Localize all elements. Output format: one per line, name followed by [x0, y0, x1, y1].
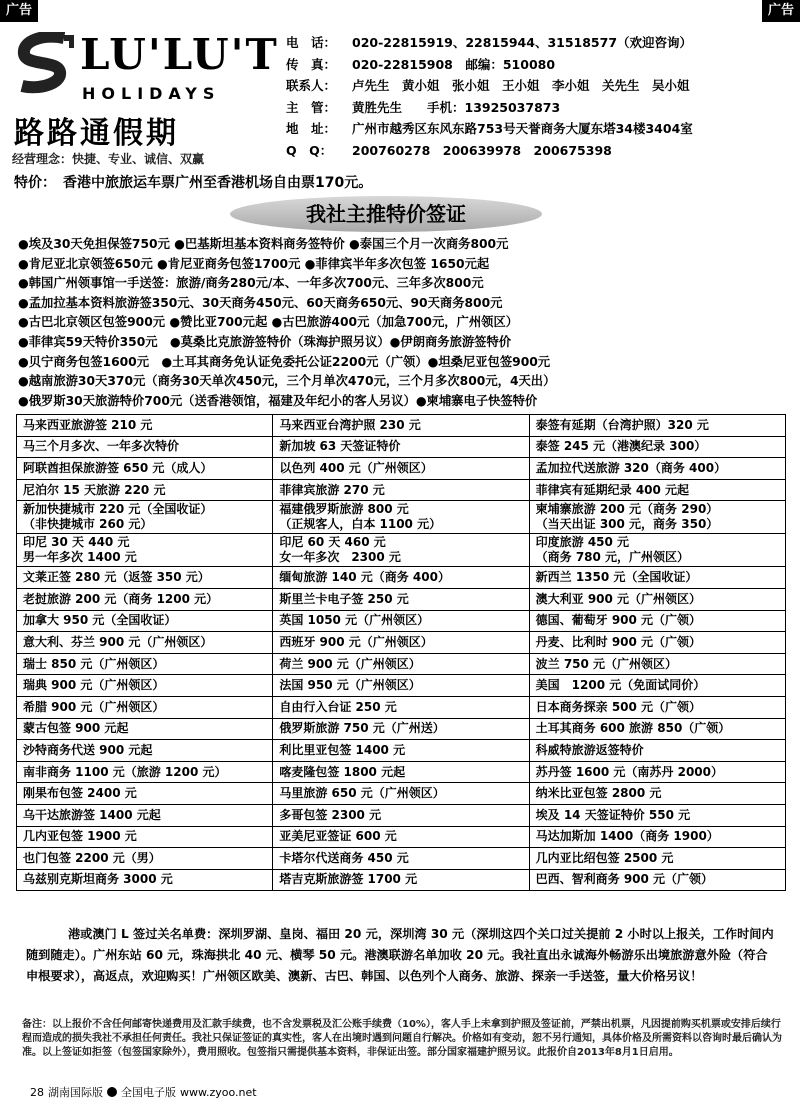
table-row	[17, 869, 786, 891]
table-cell: 菲律宾旅游 270 元	[273, 479, 529, 501]
table-cell: 尼泊尔 15 天旅游 220 元	[17, 479, 273, 501]
table-cell: 荷兰 900 元（广州领区）	[273, 653, 529, 675]
table-cell: 沙特商务代送 900 元起	[17, 740, 273, 762]
table-row	[17, 610, 786, 632]
table-cell: 蒙古包签 900 元起	[17, 718, 273, 740]
contact-row-phone: 电 话： 020-22815919、22815944、31518577（欢迎咨询）	[286, 35, 693, 50]
customs-notice: 港或澳门 L 签过关名单费：深圳罗湖、皇岗、福田 20 元，深圳湾 30 元（深圳这四个关口过关提前 2 小时以上报关，工作时间内随到随走）。广州东站 60 元，珠海拱北 40 元、横琴 50 元。港澳联游名单加收 20 元。我社直出永诚海外畅游乐出境旅游意外险（符合申根要求），高返点，欢迎购买！广州领区欧美、澳新、古巴、韩国、以色列个人商务、旅游、探亲一手送签，量大价格另议！	[26, 927, 774, 983]
table-row	[17, 458, 786, 480]
ad-tag-right: 广告	[762, 0, 800, 22]
table-cell: 马来西亚旅游签 210 元	[17, 415, 273, 437]
list-item: ●孟加拉基本资料旅游签350元、30天商务450元、60天商务650元、90天商务800元	[18, 295, 503, 310]
table-cell: 卡塔尔代送商务 450 元	[273, 848, 529, 870]
table-cell: 菲律宾有延期纪录 400 元起	[529, 479, 785, 501]
table-row	[17, 567, 786, 589]
table-cell: 新加坡 63 天签证特价	[273, 436, 529, 458]
list-item: ●肯尼亚北京领签650元 ●肯尼亚商务包签1700元 ●菲律宾半年多次包签 1650元起	[18, 256, 490, 271]
list-item: ●古巴北京领区包签900元 ●赞比亚700元起 ●古巴旅游400元（加急700元，广州领区）	[18, 315, 519, 330]
table-cell: 澳大利亚 900 元（广州领区）	[529, 588, 785, 610]
contact-row-qq: Q Q： 200760278 200639978 200675398	[286, 142, 612, 158]
table-cell: 西班牙 900 元（广州领区）	[273, 632, 529, 654]
table-row	[17, 761, 786, 783]
table-row	[17, 653, 786, 675]
contact-row-fax: 传 真： 020-22815908 邮编：510080	[286, 56, 556, 72]
table-cell: 新加快捷城市 220 元（全国收证） （非快捷城市 260 元）	[17, 501, 273, 534]
list-item: ●贝宁商务包签1600元 ●土耳其商务免认证免委托公证2200元（广领）●坦桑尼亚包签900元	[18, 354, 551, 369]
logo-s-icon	[14, 32, 74, 94]
table-cell: 柬埔寨旅游 200 元（商务 290） （当天出证 300 元，商务 350）	[529, 501, 785, 534]
footer-url: www.zyoo.net	[180, 1085, 257, 1099]
table-cell: 南非商务 1100 元（旅游 1200 元）	[17, 761, 273, 783]
table-cell: 阿联酋担保旅游签 650 元（成人）	[17, 458, 273, 480]
table-row	[17, 804, 786, 826]
table-cell: 苏丹签 1600 元（南苏丹 2000）	[529, 761, 785, 783]
table-row	[17, 534, 786, 567]
table-cell: 刚果布包签 2400 元	[17, 783, 273, 805]
table-cell: 也门包签 2200 元（男）	[17, 848, 273, 870]
footer	[30, 1084, 257, 1100]
table-cell: 马里旅游 650 元（广州领区）	[273, 783, 529, 805]
table-row	[17, 415, 786, 437]
table-cell: 泰签 245 元（港澳纪录 300）	[529, 436, 785, 458]
table-cell: 美国 1200 元（免面试同价）	[529, 675, 785, 697]
circle-icon	[107, 1087, 117, 1097]
table-row	[17, 675, 786, 697]
table-row	[17, 783, 786, 805]
table-cell: 法国 950 元（广州领区）	[273, 675, 529, 697]
table-cell: 埃及 14 天签证特价 550 元	[529, 804, 785, 826]
table-row	[17, 696, 786, 718]
table-cell: 波兰 750 元（广州领区）	[529, 653, 785, 675]
table-cell: 纳米比亚包签 2800 元	[529, 783, 785, 805]
list-item: ●越南旅游30天370元（商务30天单次450元，三个月单次470元，三个月多次800元，4天出）	[18, 374, 556, 389]
header	[8, 24, 792, 172]
table-cell: 德国、葡萄牙 900 元（广领）	[529, 610, 785, 632]
table-cell: 马三个月多次、一年多次特价	[17, 436, 273, 458]
ad-tag-left: 广告	[0, 0, 38, 22]
section-banner: 我社主推特价签证	[230, 196, 542, 232]
table-cell: 瑞典 900 元（广州领区）	[17, 675, 273, 697]
list-item: ●俄罗斯30天旅游特价700元（送香港领馆，福建及年纪小的客人另议）●柬埔寨电子快签特价	[18, 393, 538, 408]
table-row	[17, 740, 786, 762]
contact-row-address: 地 址： 广州市越秀区东风东路753号天誉商务大厦东塔34楼3404室	[286, 121, 693, 136]
table-row	[17, 848, 786, 870]
table-cell: 塔吉克斯旅游签 1700 元	[273, 869, 529, 891]
brand-sub: HOLIDAYS	[82, 84, 221, 103]
table-cell: 巴西、智利商务 900 元（广领）	[529, 869, 785, 891]
table-cell: 多哥包签 2300 元	[273, 804, 529, 826]
table-row	[17, 632, 786, 654]
special-offer: 特价： 香港中旅旅运车票广州至香港机场自由票170元。	[14, 175, 373, 191]
table-row	[17, 479, 786, 501]
table-cell: 几内亚包签 1900 元	[17, 826, 273, 848]
magazine-edition: 湖南国际版	[48, 1086, 103, 1099]
table-cell: 新西兰 1350 元（全国收证）	[529, 567, 785, 589]
list-item: ●韩国广州领事馆一手送签：旅游/商务280元/本、一年多次700元、三年多次800元	[18, 276, 484, 291]
brand-name: LU'LU'T	[80, 30, 279, 79]
table-cell: 加拿大 950 元（全国收证）	[17, 610, 273, 632]
table-cell: 俄罗斯旅游 750 元（广州送）	[273, 718, 529, 740]
table-cell: 印度旅游 450 元 （商务 780 元，广州领区）	[529, 534, 785, 567]
table-cell: 文莱正签 280 元（返签 350 元）	[17, 567, 273, 589]
visa-price-table	[16, 414, 786, 891]
table-cell: 斯里兰卡电子签 250 元	[273, 588, 529, 610]
remark: 备注：以上报价不含任何邮寄快递费用及汇款手续费，也不含发票税及汇公账手续费（10%），客人手上未拿到护照及签证前，严禁出机票，凡因提前购买机票或安排后续行程而造成的损失我社不承担任何责任。我社只保证签证的真实性，客人在出境时遇到问题自行解决。价格如有变动，恕不另行通知，具体价格及所需资料以咨询时最后确认为准。以上签证如拒签（包签国家除外），费用照收。包签指只需提供基本资料，非保证出签。部分国家福建护照另议。此报价自2013年8月1日启用。	[22, 1019, 782, 1058]
table-cell: 日本商务探亲 500 元（广领）	[529, 696, 785, 718]
slogan: 经营理念：快捷、专业、诚信、双赢	[12, 152, 205, 166]
table-cell: 缅甸旅游 140 元（商务 400）	[273, 567, 529, 589]
table-cell: 以色列 400 元（广州领区）	[273, 458, 529, 480]
table-cell: 乌兹别克斯坦商务 3000 元	[17, 869, 273, 891]
table-row	[17, 826, 786, 848]
table-cell: 孟加拉代送旅游 320（商务 400）	[529, 458, 785, 480]
table-cell: 马达加斯加 1400（商务 1900）	[529, 826, 785, 848]
logo	[8, 30, 278, 170]
table-row	[17, 588, 786, 610]
contact-row-people: 联系人： 卢先生 黄小姐 张小姐 王小姐 李小姐 关先生 吴小姐	[286, 78, 690, 93]
list-item: ●埃及30天免担保签750元 ●巴基斯坦基本资料商务签特价 ●泰国三个月一次商务800元	[18, 237, 509, 251]
table-cell: 亚美尼亚签证 600 元	[273, 826, 529, 848]
table-cell: 老挝旅游 200 元（商务 1200 元）	[17, 588, 273, 610]
table-cell: 意大利、芬兰 900 元（广州领区）	[17, 632, 273, 654]
table-cell: 丹麦、比利时 900 元（广领）	[529, 632, 785, 654]
table-cell: 几内亚比绍包签 2500 元	[529, 848, 785, 870]
table-cell: 自由行入台证 250 元	[273, 696, 529, 718]
table-cell: 泰签有延期（台湾护照）320 元	[529, 415, 785, 437]
brand-chinese-name: 路路通假期	[14, 116, 179, 151]
table-cell: 瑞士 850 元（广州领区）	[17, 653, 273, 675]
table-cell: 土耳其商务 600 旅游 850（广领）	[529, 718, 785, 740]
table-cell: 喀麦隆包签 1800 元起	[273, 761, 529, 783]
contact-info	[286, 32, 792, 161]
table-cell: 科威特旅游返签特价	[529, 740, 785, 762]
table-cell: 马来西亚台湾护照 230 元	[273, 415, 529, 437]
table-row	[17, 718, 786, 740]
table-cell: 福建俄罗斯旅游 800 元 （正规客人，白本 1100 元）	[273, 501, 529, 534]
table-cell: 利比里亚包签 1400 元	[273, 740, 529, 762]
contact-row-manager: 主 管： 黄胜先生 手机：13925037873	[286, 99, 561, 115]
table-row	[17, 501, 786, 534]
page-number: 28	[30, 1085, 44, 1099]
footer-brand: 全国电子版	[121, 1086, 176, 1099]
table-cell: 英国 1050 元（广州领区）	[273, 610, 529, 632]
table-row	[17, 436, 786, 458]
featured-visa-list	[18, 235, 788, 411]
table-cell: 印尼 60 天 460 元 女一年多次 2300 元	[273, 534, 529, 567]
table-cell: 乌干达旅游签 1400 元起	[17, 804, 273, 826]
table-cell: 希腊 900 元（广州领区）	[17, 696, 273, 718]
table-cell: 印尼 30 天 440 元 男一年多次 1400 元	[17, 534, 273, 567]
list-item: ●菲律宾59天特价350元 ●莫桑比克旅游签特价（珠海护照另议）●伊朗商务旅游签特价	[18, 334, 512, 349]
